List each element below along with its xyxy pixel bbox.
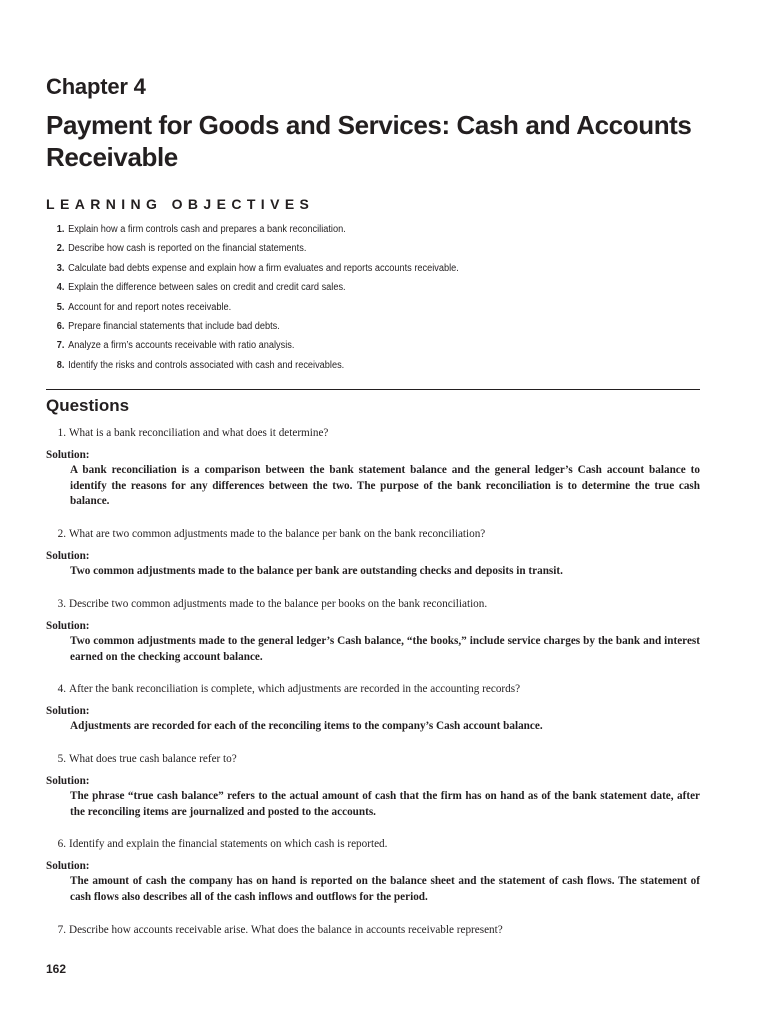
question-text-line (46, 682, 700, 697)
question-text-line (46, 752, 700, 767)
solution-label: Solution: (46, 620, 90, 632)
question-block (46, 837, 700, 905)
section-divider (46, 389, 700, 390)
question-block (46, 682, 700, 735)
solution-text: Adjustments are recorded for each of the reconciling items to the company’s Cash account balance. (70, 720, 543, 732)
chapter-label: Chapter 4 (46, 74, 146, 99)
objective-text: Explain the difference between sales on credit and credit card sales. (68, 282, 346, 294)
objective-item (46, 278, 459, 297)
learning-objectives-list (46, 220, 495, 375)
question-block (46, 426, 700, 510)
questions-heading: Questions (46, 396, 130, 415)
question-block (46, 527, 700, 580)
question-number: 6. (57, 838, 66, 850)
question-text: What does true cash balance refer to? (69, 753, 237, 765)
solution-text: The phrase “true cash balance” refers to the actual amount of cash that the firm has on hand as of the bank statement date, after the reconciling items are journalized and posted to the accounts. (70, 790, 700, 818)
question-text-line (46, 527, 700, 542)
objective-text: Prepare financial statements that include bad debts. (68, 320, 280, 332)
objective-number: 6. (56, 320, 65, 332)
objective-number: 2. (56, 243, 65, 255)
question-number: 2. (57, 528, 66, 540)
objective-text: Account for and report notes receivable. (68, 301, 232, 313)
page-number: 162 (46, 962, 67, 976)
learning-objectives-heading: LEARNING OBJECTIVES (46, 196, 315, 212)
question-block (46, 597, 700, 665)
question-text: What are two common adjustments made to the balance per bank on the bank reconciliation? (69, 528, 486, 540)
objective-item (46, 317, 459, 336)
objective-item (46, 239, 459, 258)
question-text: What is a bank reconciliation and what does it determine? (69, 427, 329, 439)
question-text-line (46, 923, 700, 938)
question-number: 3. (57, 598, 66, 610)
solution-text: Two common adjustments made to the balance per bank are outstanding checks and deposits in transit. (70, 565, 563, 577)
question-block (46, 752, 700, 820)
objective-number: 3. (56, 262, 65, 274)
objective-item (46, 220, 459, 239)
objective-number: 4. (56, 282, 65, 294)
objective-number: 7. (56, 340, 65, 352)
solution-label: Solution: (46, 550, 90, 562)
chapter-title: Payment for Goods and Services: Cash and Accounts Receivable (46, 110, 692, 172)
solution-label: Solution: (46, 449, 90, 461)
question-text: Describe two common adjustments made to the balance per books on the bank reconciliation. (69, 598, 488, 610)
solution-text: Two common adjustments made to the general ledger’s Cash balance, “the books,” include service charges by the bank and interest earned on the checking account balance. (70, 635, 700, 663)
question-number: 4. (57, 683, 66, 695)
solution-text: A bank reconciliation is a comparison between the bank statement balance and the general ledger’s Cash account balance to identify the reasons for any differences between the two. The purpose of the bank reconciliation is to determine the true cash balance. (70, 464, 700, 507)
objective-item (46, 336, 459, 355)
solution-label: Solution: (46, 705, 90, 717)
question-text-line (46, 426, 700, 441)
question-text: Describe how accounts receivable arise. What does the balance in accounts receivable represent? (69, 924, 503, 936)
question-text-line (46, 597, 700, 612)
objective-text: Describe how cash is reported on the financial statements. (68, 243, 307, 255)
objective-number: 1. (56, 224, 65, 235)
objective-item (46, 356, 459, 375)
objective-text: Identify the risks and controls associated with cash and receivables. (68, 359, 345, 371)
question-number: 1. (57, 427, 66, 439)
question-text-line (46, 837, 700, 852)
solution-text: The amount of cash the company has on hand is reported on the balance sheet and the statement of cash flows. The statement of cash flows also describes all of the cash inflows and outflows for the period. (70, 875, 700, 903)
objective-number: 5. (56, 301, 65, 313)
question-number: 5. (57, 753, 66, 765)
objective-text: Explain how a firm controls cash and prepares a bank reconciliation. (68, 224, 346, 235)
objective-text: Calculate bad debts expense and explain how a firm evaluates and reports accounts receivable. (68, 262, 459, 274)
question-text: Identify and explain the financial statements on which cash is reported. (69, 838, 388, 850)
question-text: After the bank reconciliation is complete, which adjustments are recorded in the accounting records? (69, 683, 521, 695)
solution-label: Solution: (46, 775, 90, 787)
question-number: 7. (57, 924, 66, 936)
objective-text: Analyze a firm’s accounts receivable with ratio analysis. (68, 340, 295, 352)
objective-item (46, 298, 459, 317)
objective-item (46, 259, 459, 278)
question-block (46, 923, 700, 938)
objective-number: 8. (56, 359, 65, 371)
solution-label: Solution: (46, 860, 90, 872)
